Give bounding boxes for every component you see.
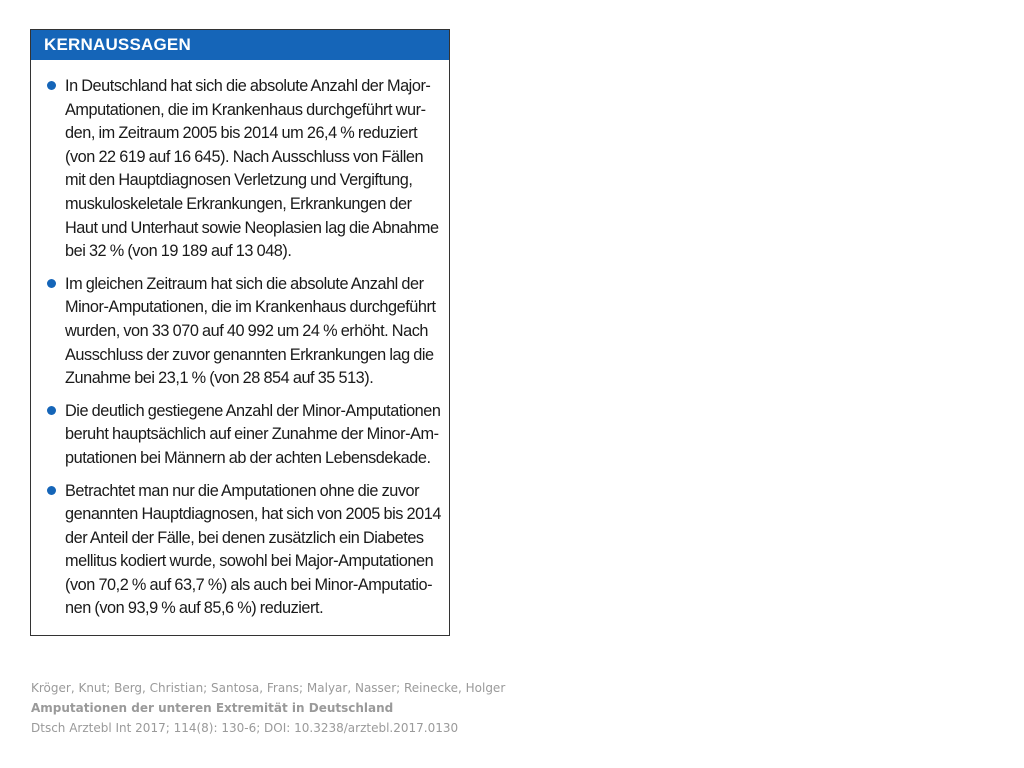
key-statement-item (45, 75, 439, 264)
statement-line: beruht hauptsächlich auf einer Zunahme der Minor-Am- (65, 425, 439, 444)
bullet-dot-icon (47, 406, 56, 415)
key-statement-item (45, 480, 441, 622)
statement-line: Zunahme bei 23,1 % (von 28 854 auf 35 513). (65, 369, 374, 388)
key-statements-box (30, 29, 450, 636)
statement-line: Amputationen, die im Krankenhaus durchgeführt wur- (65, 100, 426, 119)
statement-line: Haut und Unterhaut sowie Neoplasien lag die Abnahme (65, 218, 439, 237)
statement-line: Betrachtet man nur die Amputationen ohne die zuvor (65, 481, 420, 500)
bullet-dot-icon (47, 279, 56, 288)
statement-line: genannten Hauptdiagnosen, hat sich von 2005 bis 2014 (65, 505, 441, 524)
statement-line: der Anteil der Fälle, bei denen zusätzlich ein Diabetes (65, 528, 424, 547)
statement-line: (von 22 619 auf 16 645). Nach Ausschluss von Fällen (65, 147, 424, 166)
box-title: KERNAUSSAGEN (31, 30, 449, 60)
statement-line: Minor-Amputationen, die im Krankenhaus durchgeführt (65, 298, 436, 317)
key-statement-item (45, 273, 436, 391)
statement-line: bei 32 % (von 19 189 auf 13 048). (65, 242, 292, 261)
statement-line: In Deutschland hat sich die absolute Anzahl der Major- (65, 77, 431, 95)
citation (31, 678, 505, 738)
statement-line: Ausschluss der zuvor genannten Erkrankungen lag die (65, 345, 434, 364)
statement-line: muskuloskeletale Erkrankungen, Erkrankungen der (65, 194, 412, 213)
statement-line: mellitus kodiert wurde, sowohl bei Major-Amputationen (65, 552, 434, 571)
statement-line: Im gleichen Zeitraum hat sich die absolute Anzahl der (65, 274, 424, 293)
statement-line: mit den Hauptdiagnosen Verletzung und Vergiftung, (65, 171, 413, 190)
citation-title: Amputationen der unteren Extremität in Deutschland (31, 701, 394, 715)
statement-line: (von 70,2 % auf 63,7 %) als auch bei Minor-Amputatio- (65, 575, 433, 594)
statement-line: nen (von 93,9 % auf 85,6 %) reduziert. (65, 599, 324, 618)
statement-line: putationen bei Männern ab der achten Lebensdekade. (65, 448, 431, 467)
key-statements-list (31, 60, 449, 621)
statement-line: Die deutlich gestiegene Anzahl der Minor-Amputationen (65, 401, 441, 420)
bullet-dot-icon (47, 486, 56, 495)
bullet-dot-icon (47, 81, 56, 90)
statement-line: wurden, von 33 070 auf 40 992 um 24 % erhöht. Nach (65, 321, 429, 340)
statement-line: den, im Zeitraum 2005 bis 2014 um 26,4 % reduziert (65, 124, 418, 143)
citation-source: Dtsch Arztebl Int 2017; 114(8): 130-6; DOI: 10.3238/arztebl.2017.0130 (31, 721, 459, 735)
citation-authors: Kröger, Knut; Berg, Christian; Santosa, Frans; Malyar, Nasser; Reinecke, Holger (31, 681, 506, 695)
key-statement-item (45, 400, 441, 471)
